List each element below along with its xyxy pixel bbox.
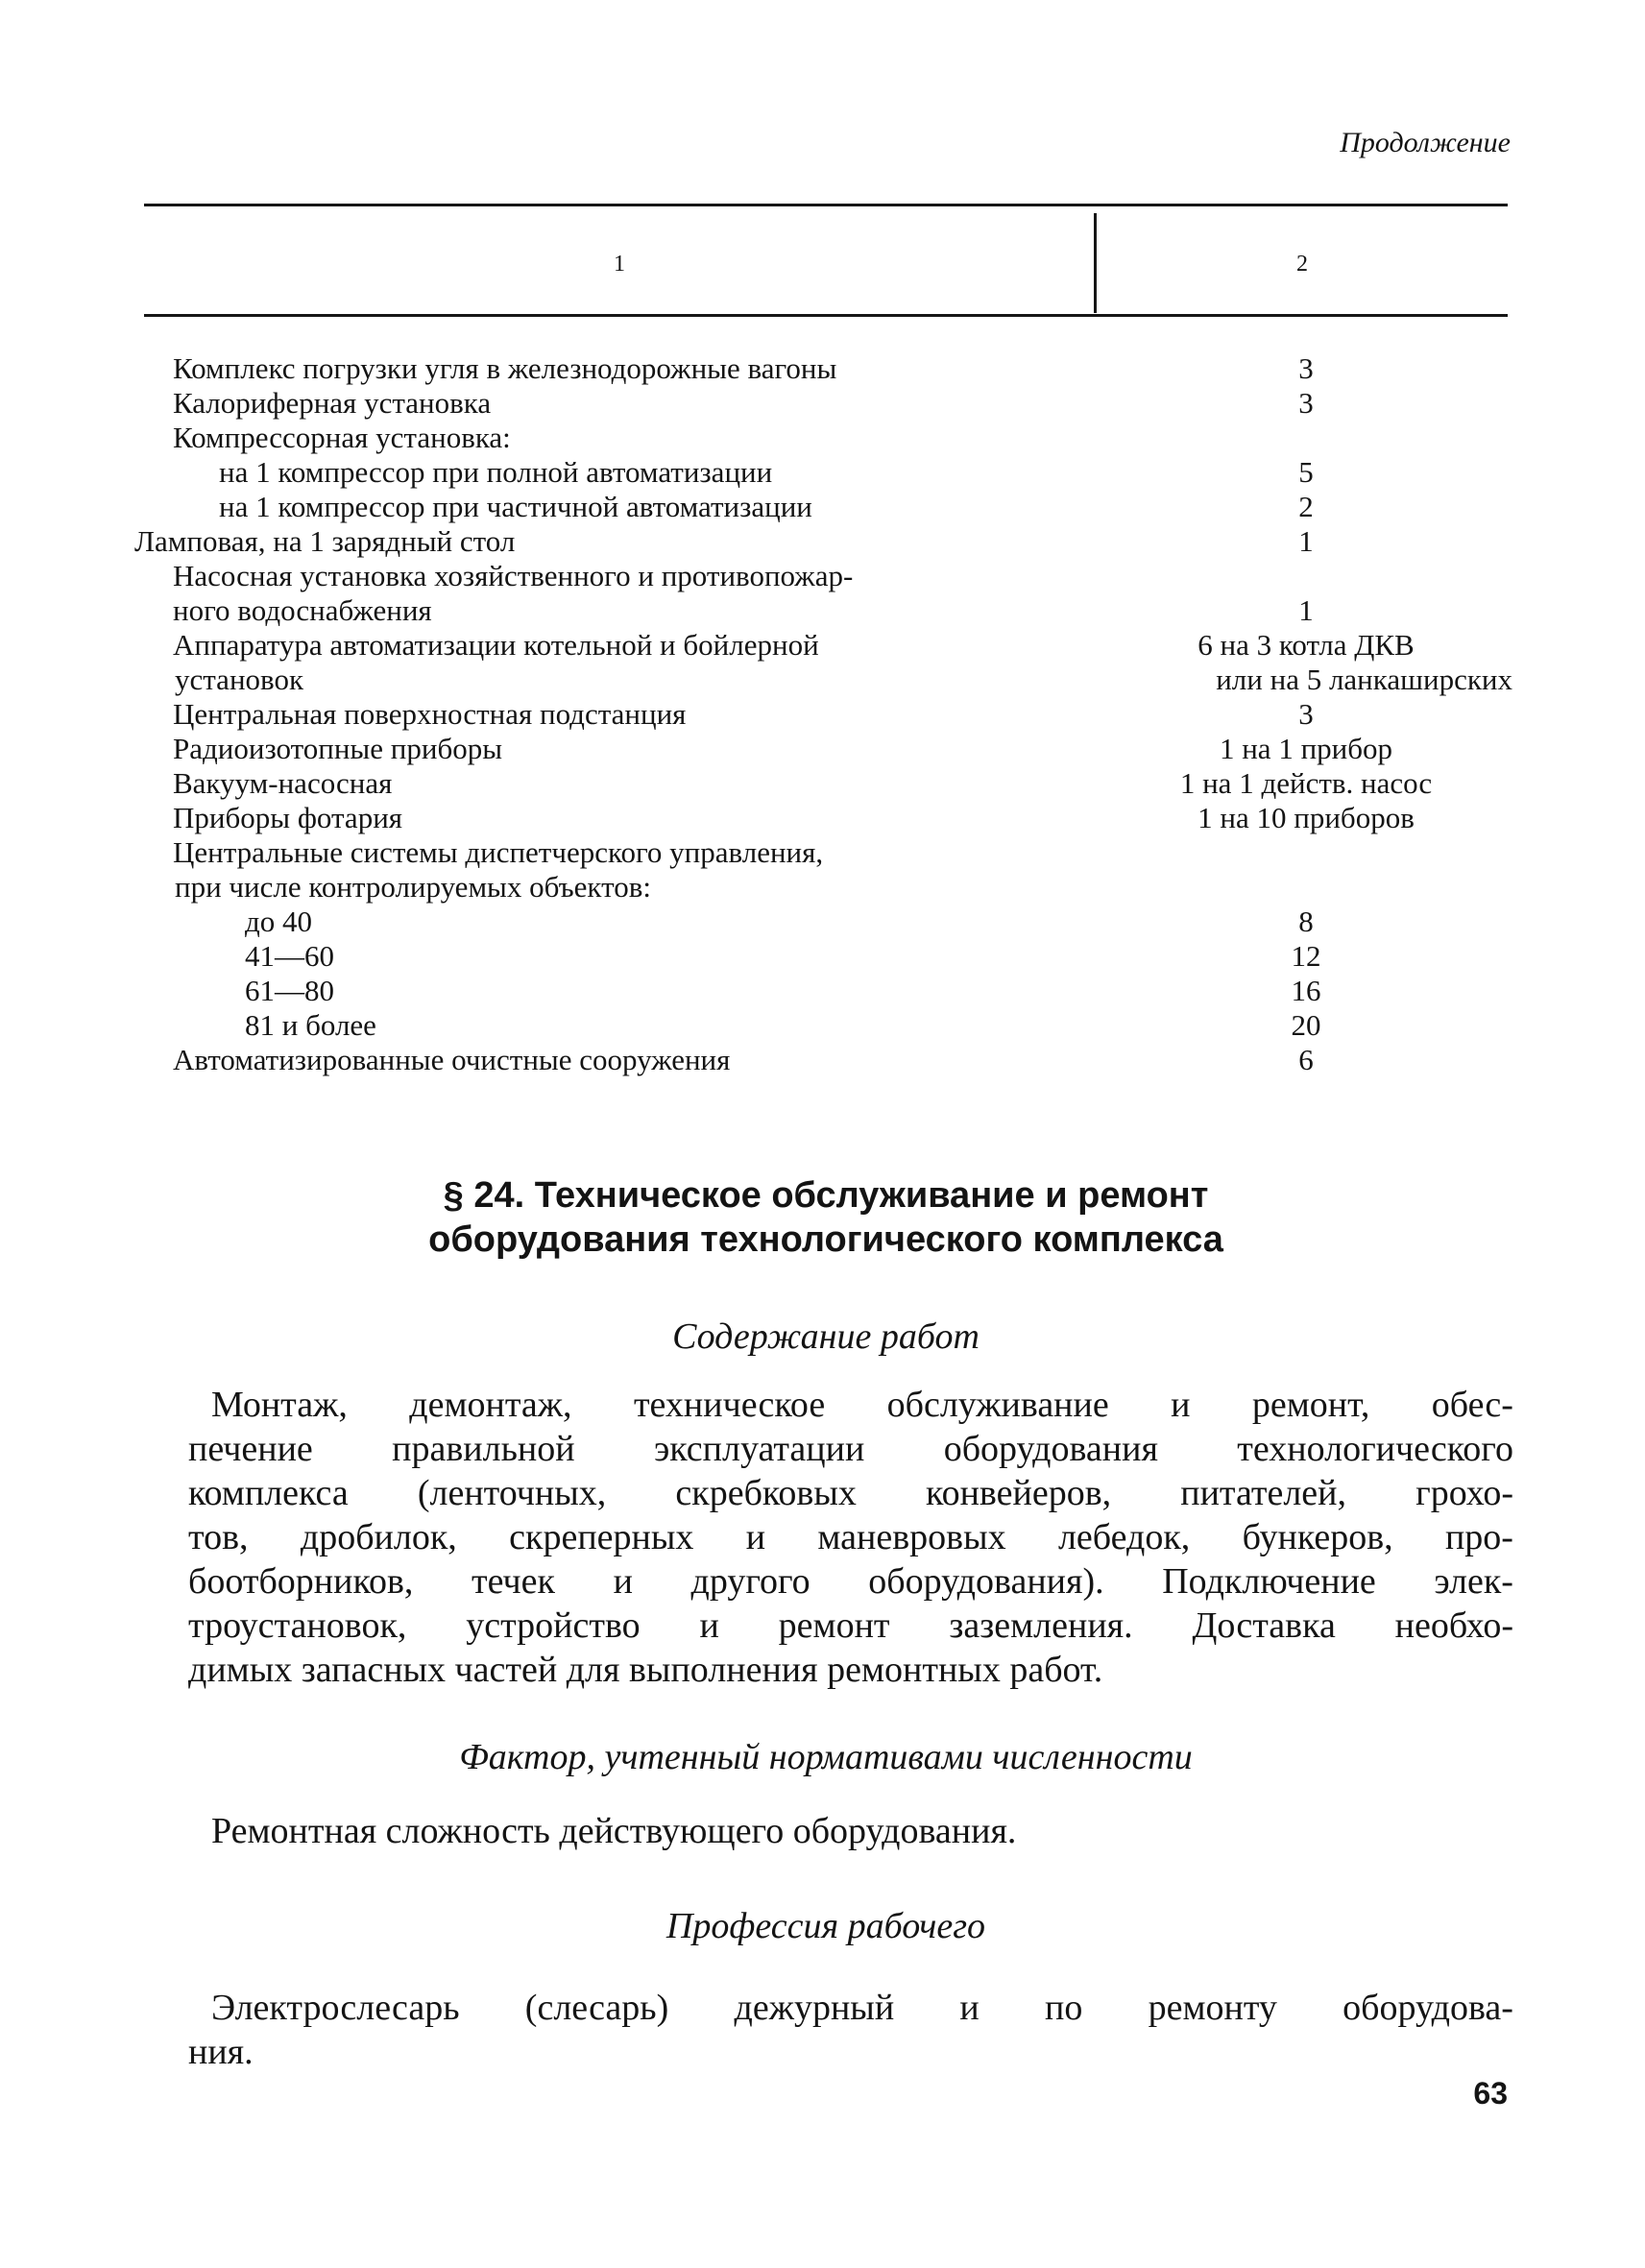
row-label: Ламповая, на 1 зарядный стол [134, 524, 516, 558]
row-label: ного водоснабжения [173, 593, 432, 627]
table-row [134, 455, 1517, 490]
row-value: 6 [1298, 1043, 1314, 1076]
table-row [134, 351, 1517, 386]
paragraph-line: боотборников, течек и другого оборудования). Подключение элек- [188, 1561, 1513, 1602]
row-label: Калориферная установка [173, 386, 492, 420]
table-row [134, 835, 1517, 870]
table-row [134, 593, 1517, 628]
row-label: Радиоизотопные приборы [173, 732, 503, 765]
content-heading: Содержание работ [672, 1316, 980, 1357]
column-header-1: 1 [614, 252, 625, 277]
section-title [144, 1173, 1508, 1262]
table-row [134, 1043, 1517, 1077]
table-row [134, 663, 1517, 697]
row-value: 1 [1298, 593, 1314, 627]
paragraph-line: Электрослесарь (слесарь) дежурный и по ремонту оборудова- [211, 1988, 1513, 2028]
row-label: Центральные системы диспетчерского управления, [173, 835, 824, 869]
section-title-line: оборудования технологического комплекса [428, 1219, 1223, 1260]
row-value: 16 [1291, 974, 1321, 1007]
paragraph-line: димых запасных частей для выполнения ремонтных работ. [188, 1650, 1103, 1690]
row-value: 3 [1298, 386, 1314, 420]
continuation-label: Продолжение [1340, 127, 1511, 158]
profession-heading: Профессия рабочего [665, 1906, 986, 1946]
row-label: Центральная поверхностная подстанция [173, 697, 687, 731]
paragraph-line: Монтаж, демонтаж, техническое обслуживание и ремонт, обес- [211, 1385, 1513, 1425]
table-row [134, 870, 1517, 905]
paragraph-line: троустановок, устройство и ремонт заземления. Доставка необхо- [188, 1605, 1513, 1646]
row-label: 41—60 [245, 939, 334, 973]
table-header-rule [144, 314, 1508, 317]
content-paragraph [188, 1383, 1513, 1692]
row-label: Приборы фотария [173, 801, 403, 834]
table-row [134, 697, 1517, 732]
table-row [134, 801, 1517, 835]
row-value: 12 [1291, 939, 1321, 973]
table-row [134, 524, 1517, 559]
table-row [134, 386, 1517, 421]
row-value: 1 на 1 действ. насос [1179, 766, 1433, 800]
row-value: 1 [1298, 524, 1314, 558]
row-value: 6 на 3 котла ДКВ [1197, 628, 1415, 662]
row-value: 20 [1291, 1008, 1321, 1042]
paragraph-line: печение правильной эксплуатации оборудования технологического [188, 1429, 1513, 1469]
table-row [134, 1008, 1517, 1043]
table-row [134, 939, 1517, 974]
row-label: Компрессорная установка: [173, 421, 511, 454]
row-value: 1 на 1 прибор [1219, 732, 1393, 765]
row-value: 2 [1298, 490, 1314, 523]
row-label: установок [175, 663, 304, 696]
row-value: 1 на 10 приборов [1197, 801, 1415, 834]
table-body [134, 351, 1517, 1077]
row-label: Автоматизированные очистные сооружения [173, 1043, 731, 1076]
factor-heading: Фактор, учтенный нормативами численности [459, 1737, 1193, 1777]
table-row [134, 421, 1517, 455]
row-value: 3 [1298, 697, 1314, 731]
row-label: на 1 компрессор при частичной автоматизации [219, 490, 812, 523]
table-row [134, 974, 1517, 1008]
table-row [134, 766, 1517, 801]
row-label: Вакуум-насосная [173, 766, 393, 800]
row-label: Насосная установка хозяйственного и противопожар- [173, 559, 854, 592]
section-title-line: § 24. Техническое обслуживание и ремонт [443, 1175, 1209, 1216]
row-value: или на 5 ланкаширских [1216, 663, 1512, 696]
row-value: 5 [1298, 455, 1314, 489]
table-row [134, 905, 1517, 939]
row-label: до 40 [245, 905, 313, 938]
row-label: 81 и более [245, 1008, 376, 1042]
row-label: на 1 компрессор при полной автоматизации [219, 455, 773, 489]
table-top-rule [144, 204, 1508, 206]
paragraph-line: комплекса (ленточных, скребковых конвейеров, питателей, грохо- [188, 1473, 1513, 1513]
paragraph-line: тов, дробилок, скреперных и маневровых лебедок, бункеров, про- [188, 1517, 1513, 1557]
paragraph-line: Ремонтная сложность действующего оборудования. [211, 1811, 1017, 1851]
column-header-2: 2 [1296, 252, 1308, 277]
row-value: 3 [1298, 351, 1314, 385]
row-label: Комплекс погрузки угля в железнодорожные вагоны [173, 351, 837, 385]
paragraph-line: ния. [188, 2032, 254, 2072]
profession-paragraph [188, 1986, 1513, 2074]
table-row [134, 490, 1517, 524]
row-label: при числе контролируемых объектов: [175, 870, 651, 904]
row-value: 8 [1298, 905, 1314, 938]
row-label: 61—80 [245, 974, 334, 1007]
table-row [134, 628, 1517, 663]
table-row [134, 559, 1517, 593]
table-row [134, 732, 1517, 766]
row-label: Аппаратура автоматизации котельной и бойлерной [173, 628, 819, 662]
page-number: 63 [1473, 2076, 1508, 2111]
factor-paragraph [211, 1809, 1536, 1853]
